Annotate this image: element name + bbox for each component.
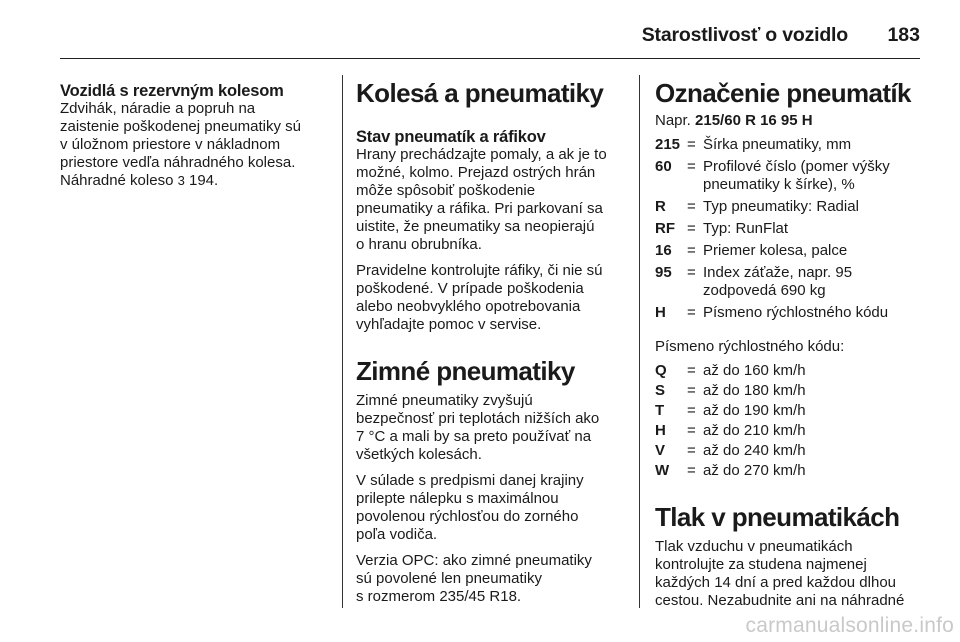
tyre-example	[655, 112, 925, 130]
tyre-condition-para-1: Hrany prechádzajte pomaly, a ak je to možné, kolmo. Prejazd ostrých hrán môže spôsobiť poškodenie pneumatiky a ráfika. Pri parkovaní sa uistite, že pneumatiky sa neopierajú o hranu obrubníka.	[356, 146, 607, 253]
column-divider-2	[639, 75, 640, 608]
speed-row: H = až do 210 km/h	[655, 422, 806, 439]
spare-wheel-ref-text: Náhradné koleso	[60, 172, 174, 189]
spare-wheel-text	[60, 100, 328, 190]
watermark-text: carmanualsonline.info	[745, 614, 954, 637]
spare-wheel-heading: Vozidlá s rezervným kolesom	[60, 82, 284, 100]
definition-row: 60 = Profilové číslo (pomer výšky pneumatiky k šírke), %	[655, 158, 890, 193]
tyre-condition-para-2: Pravidelne kontrolujte ráfiky, či nie sú poškodené. V prípade poškodenia alebo neobvyklého opotrebovania vyhľadajte pomoc v servise.	[356, 262, 603, 333]
definition-row: H = Písmeno rýchlostného kódu	[655, 304, 889, 321]
chapter-title: Starostlivosť o vozidlo	[641, 24, 848, 46]
speed-row: S = až do 180 km/h	[655, 382, 806, 399]
winter-tyres-para-1: Zimné pneumatiky zvyšujú bezpečnosť pri teplotách nižších ako 7 °C a mali by sa preto používať na všetkých kolesách.	[356, 392, 600, 463]
winter-tyres-heading: Zimné pneumatiky	[356, 356, 575, 386]
winter-tyres-para-3: Verzia OPC: ako zimné pneumatiky sú povolené len pneumatiky s rozmerom 235/45 R18.	[356, 552, 592, 605]
column-1	[60, 62, 328, 190]
column-3	[655, 62, 925, 610]
speed-row: W = až do 270 km/h	[655, 462, 806, 479]
speed-row: Q = až do 160 km/h	[655, 362, 806, 379]
page-number: 183	[887, 24, 920, 46]
tyre-condition-heading: Stav pneumatík a ráfikov	[356, 128, 546, 146]
example-code: 215/60 R 16 95 H	[695, 112, 813, 129]
column-divider-1	[342, 75, 343, 608]
page-ref-arrow-icon[interactable]: 3	[177, 173, 185, 188]
definition-row: RF = Typ: RunFlat	[655, 220, 789, 237]
speed-code-label: Písmeno rýchlostného kódu:	[655, 338, 845, 355]
column-2	[356, 62, 626, 606]
definition-row: 215 = Šírka pneumatiky, mm	[655, 136, 852, 153]
wheels-tyres-heading: Kolesá a pneumatiky	[356, 78, 604, 108]
spare-wheel-para: Zdvihák, náradie a popruh na zaistenie poškodenej pneumatiky sú v úložnom priestore v nákladnom priestore vedľa náhradného kolesa.	[60, 100, 301, 171]
tyre-designation-heading: Označenie pneumatík	[655, 78, 911, 108]
definition-row: R = Typ pneumatiky: Radial	[655, 198, 859, 215]
tyre-pressure-para: Tlak vzduchu v pneumatikách kontrolujte za studena najmenej každých 14 dní a pred každou dlhou cestou. Nezabudnite ani na náhradné	[655, 538, 905, 609]
definition-row: 16 = Priemer kolesa, palce	[655, 242, 848, 259]
designation-definitions	[655, 136, 925, 322]
speed-row: V = až do 240 km/h	[655, 442, 806, 459]
spare-wheel-ref-page[interactable]: 194.	[189, 172, 219, 189]
speed-row: T = až do 190 km/h	[655, 402, 806, 419]
winter-tyres-para-2: V súlade s predpismi danej krajiny prilepte nálepku s maximálnou povolenou rýchlosťou do zorného poľa vodiča.	[356, 472, 584, 543]
speed-code-list	[655, 362, 925, 480]
tyre-pressure-heading: Tlak v pneumatikách	[655, 502, 900, 532]
definition-row: 95 = Index záťaže, napr. 95 zodpovedá 690 kg	[655, 264, 853, 299]
page-header	[60, 0, 920, 59]
example-prefix: Napr.	[655, 112, 691, 129]
